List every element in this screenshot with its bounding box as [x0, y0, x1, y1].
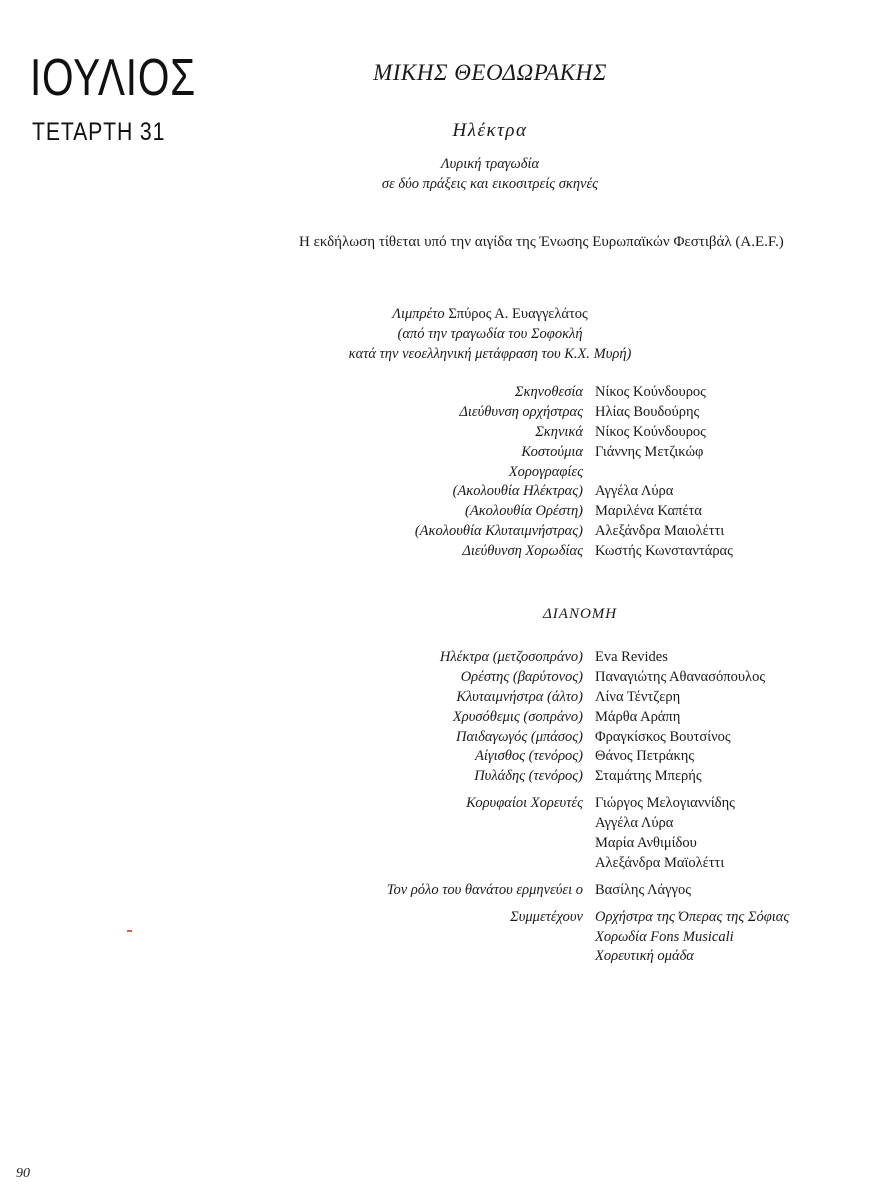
cast-role: Χρυσόθεμις (σοπράνο): [452, 708, 583, 725]
credit-role: Χορογραφίες: [508, 463, 583, 480]
death-name: Βασίλης Λάγγος: [595, 881, 691, 898]
participants-row: [300, 947, 860, 967]
spacer: [300, 874, 860, 881]
cast-row: [300, 668, 860, 688]
credit-role: (Ακολουθία Κλυταιμνήστρας): [414, 523, 583, 540]
cast-row: [300, 708, 860, 728]
participant-name: Χορευτική ομάδα: [595, 948, 694, 965]
chorus-leaders-row: [300, 794, 860, 814]
death-role-row: [300, 881, 860, 901]
work-subtitle-line: σε δύο πράξεις και εικοσιτρείς σκηνές: [381, 176, 599, 192]
cast-list: [300, 648, 860, 967]
chorus-leader-name: Γιώργος Μελογιαννίδης: [595, 795, 735, 812]
credit-role: Σκηνοθεσία: [514, 384, 583, 400]
aegis-statement: Η εκδήλωση τίθεται υπό την αιγίδα της Ένωσης Ευρωπαϊκών Φεστιβάλ (A.E.F.): [299, 234, 784, 250]
chorus-leaders-role: Κορυφαίοι Χορευτές: [466, 795, 583, 812]
credit-role: (Ακολουθία Ηλέκτρας): [452, 483, 583, 500]
participant-name: Ορχήστρα της Όπερας της Σόφιας: [595, 908, 790, 925]
chorus-leaders-row: [300, 834, 860, 854]
chorus-leaders-row: [300, 814, 860, 834]
cast-heading: ΔΙΑΝΟΜΗ: [543, 606, 618, 622]
work-subtitle-line: Λυρική τραγωδία: [440, 156, 540, 172]
date-heading: ΤΕΤΑΡΤΗ 31: [32, 118, 166, 146]
libretto-source-line: (από την τραγωδία του Σοφοκλή: [397, 326, 583, 342]
credit-name: Νίκος Κούνδουρος: [595, 384, 706, 400]
cast-row: [300, 648, 860, 668]
libretto-source-line: κατά την νεοελληνική μετάφραση του Κ.Χ. Μυρή): [348, 346, 632, 362]
credit-row: [300, 542, 800, 562]
credit-row: [300, 403, 800, 423]
libretto-label: Λιμπρέτο: [392, 306, 445, 322]
cast-role: Ηλέκτρα (μετζοσοπράνο): [439, 649, 583, 665]
production-credits: [300, 383, 800, 562]
work-title: Ηλέκτρα: [452, 120, 528, 141]
cast-row: [300, 767, 860, 787]
credit-name: Αλεξάνδρα Μαιολέττι: [595, 523, 725, 540]
credit-row: [300, 443, 800, 463]
credit-row: [300, 482, 800, 502]
participants-row: [300, 908, 860, 928]
print-speck: [127, 930, 132, 932]
credit-name: Κωστής Κωνσταντάρας: [595, 543, 733, 560]
cast-name: Σταμάτης Μπερής: [595, 768, 702, 785]
cast-role: Ορέστης (βαρύτονος): [460, 668, 583, 685]
cast-name: Μάρθα Αράπη: [595, 708, 681, 725]
cast-row: [300, 728, 860, 748]
cast-name: Λίνα Τέντζερη: [595, 688, 681, 705]
credit-name: Νίκος Κούνδουρος: [595, 423, 706, 440]
death-role: Τον ρόλο του θανάτου ερμηνεύει ο: [386, 881, 583, 898]
credit-row: [300, 463, 800, 483]
page-number: 90: [16, 1166, 30, 1181]
credit-role: Κοστούμια: [521, 443, 583, 460]
cast-role: Κλυταιμνήστρα (άλτο): [456, 688, 583, 705]
spacer: [300, 901, 860, 908]
credit-name: Ηλίας Βουδούρης: [595, 403, 700, 420]
spacer: [300, 787, 860, 794]
chorus-leader-name: Αγγέλα Λύρα: [595, 815, 674, 832]
cast-row: [300, 747, 860, 767]
credit-row: [300, 383, 800, 403]
credit-name: Γιάννης Μετζικώφ: [595, 443, 704, 460]
work-subtitle: [382, 154, 598, 194]
participants-row: [300, 928, 860, 948]
credit-name: Μαριλένα Καπέτα: [595, 503, 702, 520]
credit-row: [300, 423, 800, 443]
cast-row: [300, 688, 860, 708]
libretto-credit: [349, 304, 632, 364]
credit-row: [300, 502, 800, 522]
cast-role: Παιδαγωγός (μπάσος): [456, 728, 583, 745]
credit-role: Σκηνικά: [535, 423, 583, 440]
libretto-author: Σπύρος Α. Ευαγγελάτος: [448, 306, 588, 322]
participants-role: Συμμετέχουν: [510, 908, 583, 925]
chorus-leaders-row: [300, 854, 860, 874]
cast-name: Παναγιώτης Αθανασόπουλος: [595, 668, 766, 685]
participant-name: Χορωδία Fons Musicali: [595, 928, 734, 945]
chorus-leader-name: Αλεξάνδρα Μαϊολέττι: [595, 854, 725, 871]
libretto-line: [349, 304, 632, 324]
cast-name: Eva Revides: [595, 649, 668, 665]
credit-name: Αγγέλα Λύρα: [595, 483, 674, 500]
cast-name: Φραγκίσκος Βουτσίνος: [595, 728, 731, 745]
credit-row: [300, 522, 800, 542]
credit-role: Διεύθυνση ορχήστρας: [459, 403, 583, 420]
composer-name: ΜΙΚΗΣ ΘΕΟΔΩΡΑΚΗΣ: [373, 60, 607, 85]
cast-role: Αίγισθος (τενόρος): [475, 748, 583, 765]
chorus-leader-name: Μαρία Ανθιμίδου: [595, 835, 697, 852]
month-heading: ΙΟΥΛΙΟΣ: [30, 49, 197, 107]
credit-role: Διεύθυνση Χορωδίας: [462, 543, 583, 560]
cast-name: Θάνος Πετράκης: [595, 748, 695, 765]
cast-role: Πυλάδης (τενόρος): [474, 768, 583, 785]
credit-role: (Ακολουθία Ορέστη): [465, 503, 583, 520]
